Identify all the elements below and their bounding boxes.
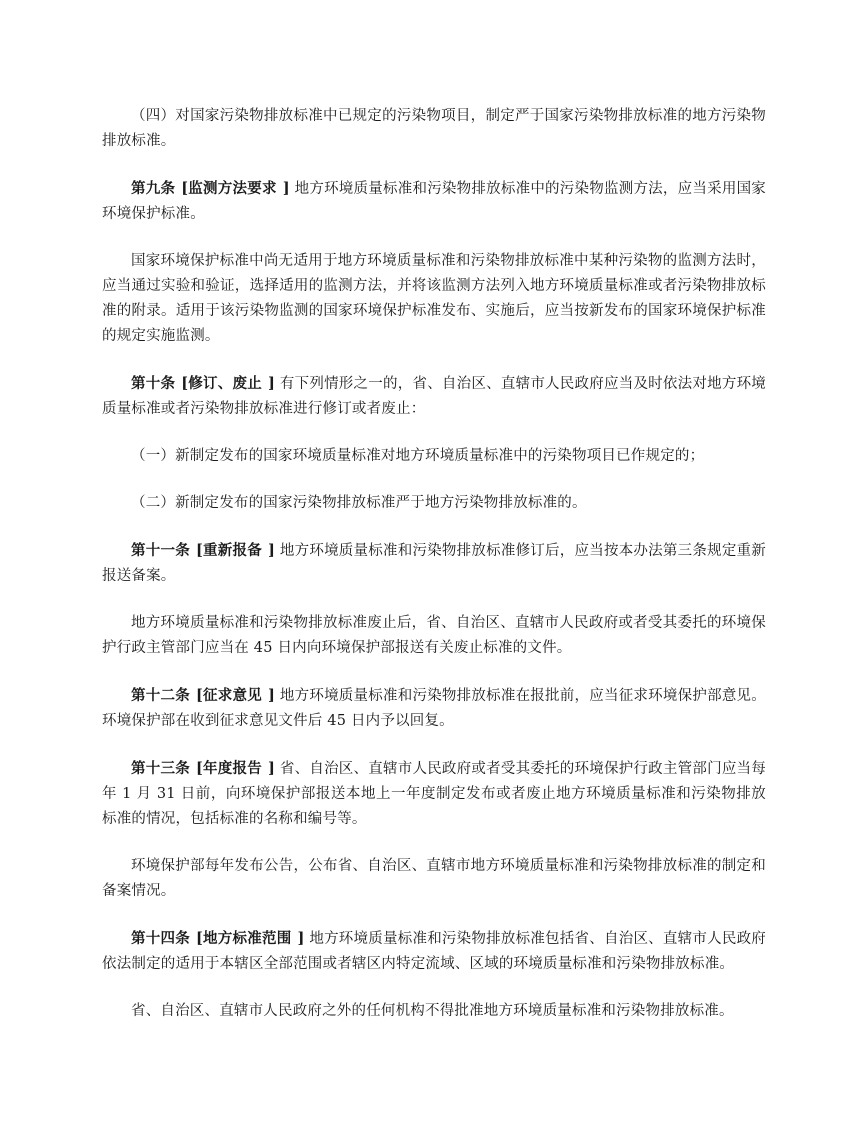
article-number: 第十二条 (131, 687, 190, 704)
article-number: 第十条 (131, 375, 176, 392)
article-11-paragraph-2: 地方环境质量标准和污染物排放标准废止后，省、自治区、直辖市人民政府或者受其委托的环境保护行政主管部门应当在 45 日内向环境保护部报送有关废止标准的文件。 (102, 615, 766, 656)
article-title: 地方标准范围 (203, 930, 292, 947)
article-number: 第十三条 (131, 760, 190, 777)
article-9: 第九条 [监测方法要求 ] 地方环境质量标准和污染物排放标准中的污染物监测方法，应当采用国家环境保护标准。 (102, 180, 766, 222)
article-12: 第十二条 [征求意见 ] 地方环境质量标准和污染物排放标准在报批前，应当征求环境保护部意见。环境保护部在收到征求意见文件后 45 日内予以回复。 (102, 687, 766, 729)
article-title: 重新报备 (203, 542, 262, 559)
article-14-paragraph-2: 省、自治区、直辖市人民政府之外的任何机构不得批准地方环境质量标准和污染物排放标准。 (131, 1003, 734, 1019)
article-text: 省、自治区、直辖市人民政府或者受其委托的环境保护行政主管部门应当每年 1 月 31 日前，向环境保护部报送本地上一年度制定发布或者废止地方环境质量标准和污染物排放标准的情况，包括标准的名称和编号等。 (102, 761, 766, 827)
article-title: 年度报告 (203, 760, 262, 777)
article-9-paragraph-2: 国家环境保护标准中尚无适用于地方环境质量标准和污染物排放标准中某种污染物的监测方法时，应当通过实验和验证，选择适用的监测方法，并将该监测方法列入地方环境质量标准或者污染物排放标准的附录。适用于该污染物监测的国家环境保护标准发布、实施后，应当按新发布的国家环境保护标准的规定实施监测。 (102, 253, 766, 344)
article-text: 地方环境质量标准和污染物排放标准修订后，应当按本办法第三条规定重新报送备案。 (102, 543, 766, 584)
article-title: 征求意见 (203, 687, 262, 704)
article-10-item-1: （一）新制定发布的国家环境质量标准对地方环境质量标准中的污染物项目已作规定的； (131, 448, 705, 464)
article-number: 第十一条 (131, 542, 190, 559)
article-title: 修订、废止 (188, 375, 262, 392)
article-number: 第十四条 (131, 930, 190, 947)
article-text: 地方环境质量标准和污染物排放标准在报批前，应当征求环境保护部意见。环境保护部在收到征求意见文件后 45 日内予以回复。 (102, 688, 766, 729)
article-13: 第十三条 [年度报告 ] 省、自治区、直辖市人民政府或者受其委托的环境保护行政主管部门应当每年 1 月 31 日前，向环境保护部报送本地上一年度制定发布或者废止地方环境质量标准和污染物排放标准的情况，包括标准的名称和编号等。 (102, 760, 766, 827)
article-text: 地方环境质量标准和污染物排放标准包括省、自治区、直辖市人民政府依法制定的适用于本辖区全部范围或者辖区内特定流域、区域的环境质量标准和污染物排放标准。 (102, 931, 767, 972)
article-text: 地方环境质量标准和污染物排放标准中的污染物监测方法，应当采用国家环境保护标准。 (102, 181, 766, 222)
article-number: 第九条 (131, 180, 176, 197)
article-title: 监测方法要求 (188, 180, 277, 197)
article-text: 有下列情形之一的，省、自治区、直辖市人民政府应当及时依法对地方环境质量标准或者污染物排放标准进行修订或者废止： (102, 376, 766, 417)
article-11: 第十一条 [重新报备 ] 地方环境质量标准和污染物排放标准修订后，应当按本办法第三条规定重新报送备案。 (102, 542, 766, 584)
article-10-item-2: （二）新制定发布的国家污染物排放标准严于地方污染物排放标准的。 (131, 495, 587, 511)
article-10: 第十条 [修订、废止 ] 有下列情形之一的，省、自治区、直辖市人民政府应当及时依法对地方环境质量标准或者污染物排放标准进行修订或者废止： (102, 375, 766, 417)
article-14: 第十四条 [地方标准范围 ] 地方环境质量标准和污染物排放标准包括省、自治区、直辖市人民政府依法制定的适用于本辖区全部范围或者辖区内特定流域、区域的环境质量标准和污染物排放标准。 (102, 930, 767, 972)
paragraph-item-four: （四）对国家污染物排放标准中已规定的污染物项目，制定严于国家污染物排放标准的地方污染物排放标准。 (102, 108, 766, 149)
article-13-paragraph-2: 环境保护部每年发布公告，公布省、自治区、直辖市地方环境质量标准和污染物排放标准的制定和备案情况。 (102, 858, 766, 899)
